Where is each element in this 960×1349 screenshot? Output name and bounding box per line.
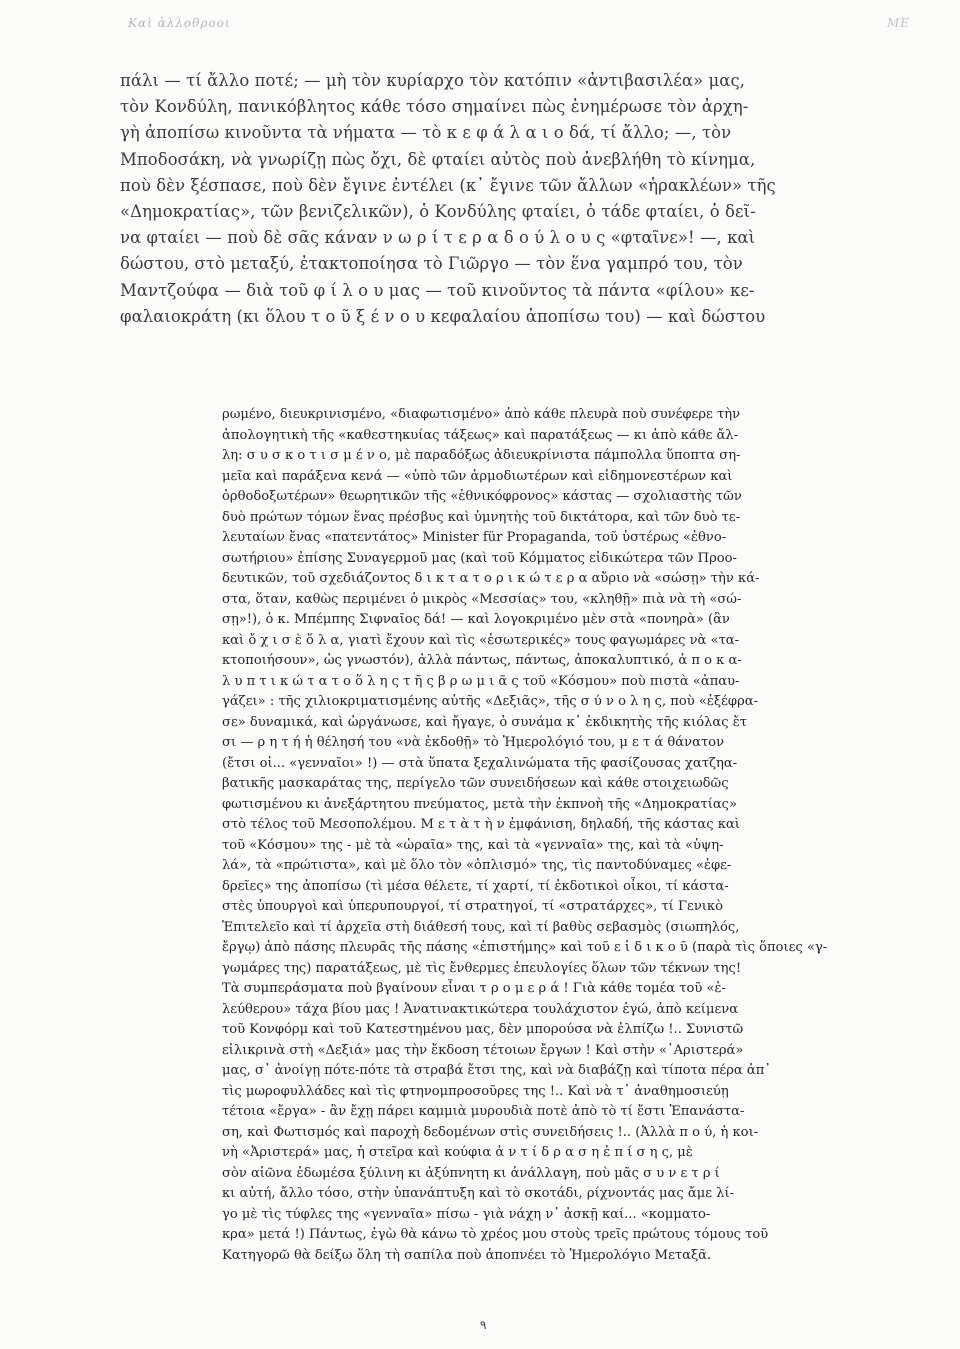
text-line: Μαντζούφα — διὰ τοῦ φ ί λ ο υ μας — τοῦ κινοῦντος τὰ πάντα «φίλου» κε- — [120, 280, 755, 300]
text-line: στα, ὅταν, καθὼς περιμένει ὁ μικρὸς «Μεσσίας» του, «κληθῇ» πιὰ νὰ τὴ «σώ- — [222, 591, 742, 607]
text-line: Ἐπιτελεῖο καὶ τί ἀρχεῖα στὴ διάθεσή τους, καὶ τί βαθὺς σεβασμὸς (σιωπηλός, — [222, 919, 740, 935]
text-line: φωτισμένου κι ἀνεξάρτητου πνεύματος, μετὰ τὴν ἐκπνοὴ τῆς «Δημοκρατίας» — [222, 796, 738, 812]
text-line: τοῦ Κονφόρμ καὶ τοῦ Κατεστημένου μας, δὲν μπορούσα νὰ ἐλπίζω !.. Συνιστῶ — [222, 1022, 744, 1037]
text-line: να φταίει — ποὺ δὲ σᾶς κάναν ν ω ρ ί τ ε ρ α δ ο ύ λ ο υ ς «φταῖνε»! —, καὶ — [120, 228, 756, 248]
text-line: ποὺ δὲν ξέσπασε, ποὺ δὲν ἔγινε ἐντέλει (κ᾽ ἔγινε τῶν ἄλλων «ἡρακλέων» τῆς — [120, 175, 776, 195]
text-line: γὴ ἀποπίσω κινοῦντα τὰ νήματα — τὸ κ ε φ ά λ α ι ο δά, τί ἄλλο; —, τὸν — [120, 123, 732, 143]
text-line: σῃ»!), ὁ κ. Μπέμπης Σιφναῖος δά! — καὶ λογοκριμένο μὲν στὰ «πονηρὰ» (ἂν — [222, 612, 730, 627]
main-text-block — [120, 68, 880, 330]
text-line: ρωμένο, διευκρινισμένο, «διαφωτισμένο» ἀπὸ κάθε πλευρὰ ποὺ συνέφερε τὴν — [222, 407, 741, 422]
footnote-text-block — [222, 405, 882, 1266]
text-line: λά», τὰ «πρώτιστα», καὶ μὲ ὅλο τὸν «ὁπλισμό» της, τὶς παντοδύναμες «ἐφε- — [222, 858, 732, 873]
text-line: Κατηγορῶ θὰ δείξω ὅλη τὴ σαπίλα ποὺ ἀποπνέει τὸ Ἡμερολόγιο Μεταξᾶ. — [222, 1247, 712, 1263]
text-line: νὴ «Ἀριστερά» μας, ἡ στεῖρα καὶ κούφια ἀ ν τ ί δ ρ α σ η ἐ π ί σ η ς, μὲ — [222, 1145, 693, 1160]
page-mark: ٩ — [480, 1318, 487, 1332]
text-line: Τὰ συμπεράσματα ποὺ βγαίνουν εἶναι τ ρ ο μ ε ρ ά ! Γιὰ κάθε τομέα τοῦ «ἐ- — [222, 981, 726, 996]
text-line: μεῖα καὶ παράξενα κενά — «ὑπὸ τῶν ἁρμοδιωτέρων καὶ εἰδημονεστέρων καὶ — [222, 468, 733, 484]
text-line: τὶς μωροφυλλάδες καὶ τὶς φτηνομπροσοῦρες της !.. Καὶ νὰ τ᾽ ἀναθημοσιεύῃ — [222, 1083, 729, 1099]
text-line: στὲς ὑπουργοὶ καὶ ὑπερυπουργοί, τί στρατηγοί, τί «στρατάρχες», τί Γενικὸ — [222, 899, 723, 914]
text-line: τέτοια «ἔργα» - ἂν ἔχῃ πάρει καμμιὰ μυρουδιὰ ποτὲ ἀπὸ τὸ τί ἔστι Ἐπανάστα- — [222, 1104, 745, 1119]
text-line: δυὸ πρώτων τόμων ἕνας πρέσβυς καὶ ὑμνητὴς τοῦ δικτάτορα, καὶ τῶν δυὸ τε- — [222, 509, 741, 525]
text-line: γάζει» : τῆς χιλιοκριματισμένης αὐτῆς «Δεξιᾶς», τῆς σ ύ ν ο λ η ς, ποὺ «ἐξέφρα- — [222, 694, 759, 709]
text-line: γο μὲ τὶς τύφλες της «γενναῖα» πίσω - γιὰ νάχη ν᾽ ἀσκῇ καί... «κομματο- — [222, 1206, 711, 1222]
text-line: δευτικῶν, τοῦ σχεδιάζοντος δ ι κ τ α τ ο ρ ι κ ώ τ ε ρ α αὔριο νὰ «σώσῃ» τὴν κά- — [222, 571, 760, 586]
text-line: ἀπολογητικὴ τῆς «καθεστηκυίας τάξεως» καὶ παρατάξεως — κι ἀπὸ κάθε ἄλ- — [222, 427, 739, 443]
text-line: (ἔτσι οἱ... «γενναῖοι» !) — στὰ ὕπατα ξεχαλινώματα τῆς φασίζουσας χατζηα- — [222, 755, 738, 771]
text-line: βατικῆς μασκαράτας της, περίγελο τῶν συνειδήσεων καὶ κάθε στοιχειωδῶς — [222, 776, 729, 791]
text-line: κι αὐτή, ἄλλο τόσο, στὴν ὑπανάπτυξη καὶ τὸ σκοτάδι, ρίχνοντάς μας ἄμε λί- — [222, 1186, 735, 1201]
text-line: Μποδοσάκη, νὰ γνωρίζῃ πὼς ὄχι, δὲ φταίει αὐτὸς ποὺ ἀνεβλήθη τὸ κίνημα, — [120, 149, 756, 169]
running-title: Καὶ ἀλλοθροοι — [128, 16, 231, 30]
text-line: γωμάρες της) παρατάξεως, μὲ τὶς ἔνθερμες ἐπευλογίες ὅλων τῶν τέκνων της! — [222, 960, 742, 976]
running-header — [128, 14, 910, 36]
text-line: «Δημοκρατίας», τῶν βενιζελικῶν), ὁ Κονδύλης φταίει, ὁ τάδε φταίει, ὁ δεῖ- — [120, 202, 756, 222]
text-line: ση, καὶ Φωτισμός καὶ παροχὴ δεδομένων στὶς συνειδήσεις !.. (Ἀλλὰ π ο ύ, ἡ κοι- — [222, 1124, 759, 1140]
text-line: ἔργῳ) ἀπὸ πάσης πλευρᾶς τῆς πάσης «ἐπιστήμης» καὶ τοῦ ε ἰ δ ι κ ο ῦ (παρὰ τὶς ὅποιες «γ- — [222, 940, 828, 955]
text-line: πάλι — τί ἄλλο ποτέ; — μὴ τὸν κυρίαρχο τὸν κατόπιν «ἀντιβασιλέα» μας, — [120, 71, 746, 90]
text-line: στὸ τέλος τοῦ Μεσοπολέμου. Μ ε τ ὰ τ ὴ ν ἐμφάνιση, δηλαδή, τῆς κάστας καὶ — [222, 817, 740, 832]
text-line: ὀρθοδοξωτέρων» θεωρητικῶν τῆς «ἐθνικόφρονος» κάστας — σχολιαστὴς τῶν — [222, 489, 742, 504]
text-line: τοῦ «Κόσμου» της - μὲ τὰ «ὡραῖα» της, καὶ τὰ «γενναῖα» της, καὶ τὰ «ὑψη- — [222, 837, 724, 853]
text-line: κτοποιήσουν», ὡς γνωστόν), ἀλλὰ πάντως, πάντως, ἀποκαλυπτικό, ἀ π ο κ α- — [222, 653, 742, 668]
text-line: φαλαιοκράτη (κι ὅλου τ ο ῦ ξ έ ν ο υ κεφαλαίου ἀποπίσω του) — καὶ δώστου — [120, 306, 766, 326]
text-line: λεύθερου» τάχα βίου μας ! Ἀνατινακτικώτερα τουλάχιστον ἐγώ, ἀπὸ κείμενα — [222, 1001, 739, 1017]
text-line: μας, σ᾽ ἀνοίγῃ πότε-πότε τὰ στραβά ἔτσι της, καὶ νὰ διαβάζῃ καὶ τίποτα πέρα ἀπ᾽ — [222, 1063, 771, 1078]
text-line: εἰλικρινὰ στὴ «Δεξιά» μας τὴν ἔκδοση τέτοιων ἔργων ! Καὶ στὴν «᾽Αριστερά» — [222, 1042, 744, 1058]
page-marker: ΜΕ — [886, 16, 910, 30]
text-line: λ υ π τ ι κ ώ τ α τ ο ὅ λ η ς τ ῆ ς β ρ ω μ ι ᾶ ς τοῦ «Κόσμου» ποὺ πιστὰ «ἀπαυ- — [222, 673, 740, 689]
text-line: σε» δυναμικά, καὶ ὠργάνωσε, καὶ ἤγαγε, ὁ συνάμα κ᾽ ἐκδικητὴς τῆς κιόλας ἔτ — [222, 714, 748, 730]
text-line: δώστου, στὸ μεταξύ, ἐτακτοποίησα τὸ Γιῶργο — τὸν ἕνα γαμπρό του, τὸν — [120, 254, 743, 274]
text-line: κρα» μετά !) Πάντως, ἐγὼ θὰ κάνω τὸ χρέος μου στοὺς τρεῖς πρώτους τόμους τοῦ — [222, 1227, 769, 1242]
text-line: σωτήριου» ἐπίσης Συναγερμοῦ μας (καὶ τοῦ Κόμματος εἰδικώτερα τῶν Προο- — [222, 550, 737, 566]
text-line: λευταίων ἕνας «πατεντάτος» Minister für Propaganda, τοῦ ὑστέρως «ἐθνο- — [222, 530, 727, 545]
text-line: τὸν Κονδύλη, πανικόβλητος κάθε τόσο σημαίνει πὼς ἐνημέρωσε τὸν ἀρχη- — [120, 97, 749, 117]
text-line: λη: σ υ σ κ ο τ ι σ μ έ ν ο, μὲ παραδόξως ἀδιευκρίνιστα πάμπολλα ὕποπτα ση- — [222, 448, 741, 463]
text-line: καὶ ὄ χ ι σ ὲ ὅ λ α, γιατὶ ἔχουν καὶ τὶς «ἐσωτερικές» τους φαγωμάρες νὰ «τα- — [222, 632, 740, 648]
text-line: σὸν αἰῶνα ἐδωμέσα ξύλινη κι ἀξύπνητη κι ἀνάλλαγη, ποὺ μᾶς σ υ ν ε τ ρ ί — [222, 1165, 720, 1181]
text-line: δρεῖες» της ἀποπίσω (τὶ μέσα θέλετε, τί χαρτί, τί ἐκδοτικοὶ οἶκοι, τί κάστα- — [222, 878, 729, 894]
text-line: σι — ρ η τ ή ἡ θέλησή του «νὰ ἐκδοθῇ» τὸ Ἡμερολόγιό του, μ ε τ ά θάνατον — [222, 735, 725, 750]
